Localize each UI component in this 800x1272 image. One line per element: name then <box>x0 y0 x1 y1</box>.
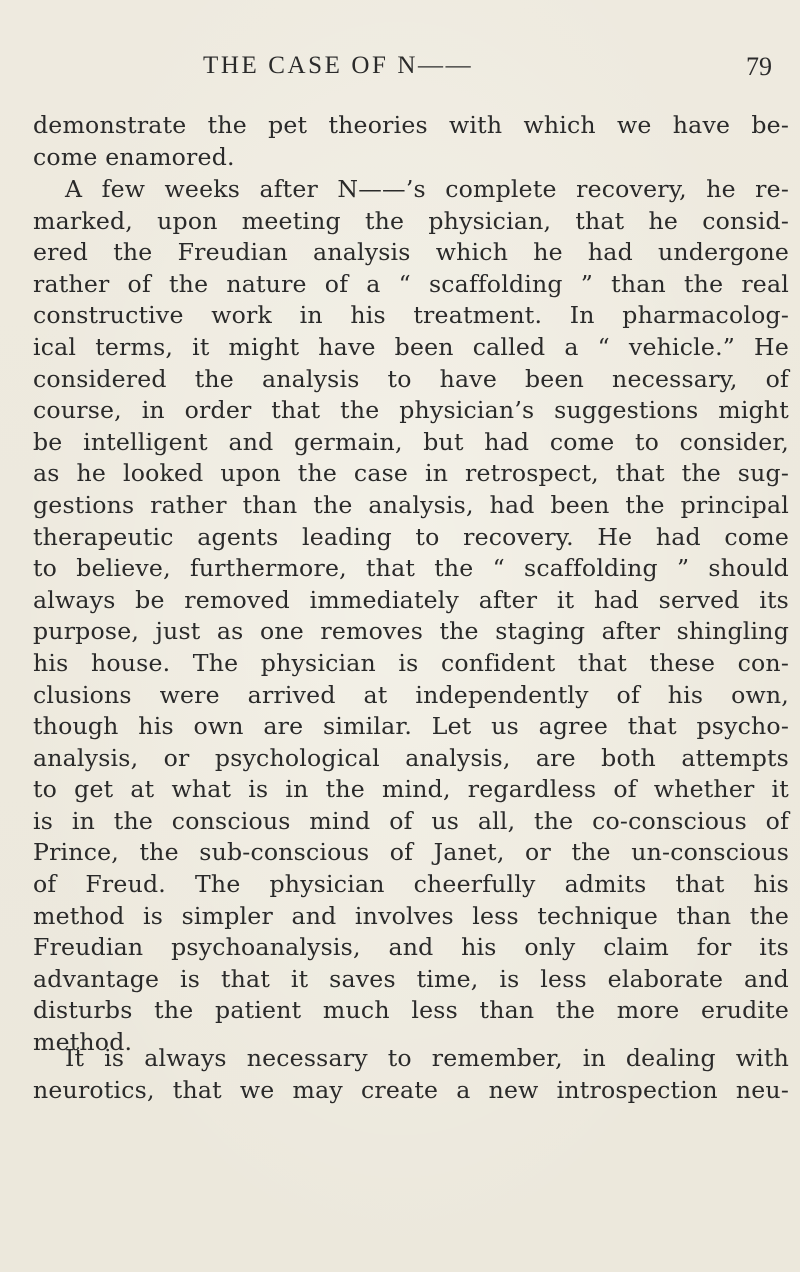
text-line: his house. The physician is confident that these con- <box>33 648 789 677</box>
text-line: Freudian psychoanalysis, and his only claim for its <box>33 933 789 962</box>
text-line: always be removed immediately after it had served its <box>33 585 789 614</box>
text-line: purpose, just as one removes the staging after shingling <box>33 617 789 646</box>
text-line: A few weeks after N——’s complete recovery, he re- <box>65 175 789 203</box>
text-line: disturbs the patient much less than the more erudite <box>33 996 789 1025</box>
text-line: to believe, furthermore, that the “ scaffolding ” should <box>33 554 789 583</box>
text-line: rather of the nature of a “ scaffolding ” than the real <box>33 269 789 298</box>
text-line: constructive work in his treatment. In pharmacolog- <box>33 301 789 330</box>
text-line: advantage is that it saves time, is less elaborate and <box>33 964 789 993</box>
text-line: analysis, or psychological analysis, are both attempts <box>33 743 789 772</box>
text-line: neurotics, that we may create a new introspection neu- <box>33 1075 789 1104</box>
paragraph-1 <box>33 110 789 173</box>
text-line: as he looked upon the case in retrospect, that the sug- <box>33 459 789 488</box>
paragraph-3 <box>33 1043 789 1106</box>
text-line: It is always necessary to remember, in dealing with <box>65 1044 789 1072</box>
running-title: THE CASE OF N—— <box>203 52 474 79</box>
text-line: demonstrate the pet theories with which we have be- <box>33 111 789 139</box>
text-line: clusions were arrived at independently of his own, <box>33 680 789 709</box>
text-line: Prince, the sub-conscious of Janet, or the un-conscious <box>33 838 789 867</box>
text-line: therapeutic agents leading to recovery. He had come <box>33 522 789 551</box>
text-line: method is simpler and involves less technique than the <box>33 901 789 930</box>
text-line: method. <box>33 1028 133 1057</box>
text-line: to get at what is in the mind, regardless of whether it <box>33 775 789 804</box>
paragraph-2 <box>33 174 789 1059</box>
text-line: considered the analysis to have been necessary, of <box>33 364 789 393</box>
text-line: is in the conscious mind of us all, the co-conscious of <box>33 806 789 835</box>
text-line: come enamored. <box>33 142 235 171</box>
page-header <box>0 52 800 82</box>
text-line: marked, upon meeting the physician, that he consid- <box>33 206 789 235</box>
text-line: though his own are similar. Let us agree that psycho- <box>33 712 789 741</box>
page-number: 79 <box>746 52 772 81</box>
text-line: ered the Freudian analysis which he had undergone <box>33 238 789 267</box>
text-line: ical terms, it might have been called a “ vehicle.” He <box>33 332 789 361</box>
text-line: of Freud. The physician cheerfully admits that his <box>33 870 789 899</box>
text-line: gestions rather than the analysis, had been the principal <box>33 490 789 519</box>
text-line: be intelligent and germain, but had come to consider, <box>33 427 789 456</box>
text-line: course, in order that the physician’s suggestions might <box>33 396 789 425</box>
